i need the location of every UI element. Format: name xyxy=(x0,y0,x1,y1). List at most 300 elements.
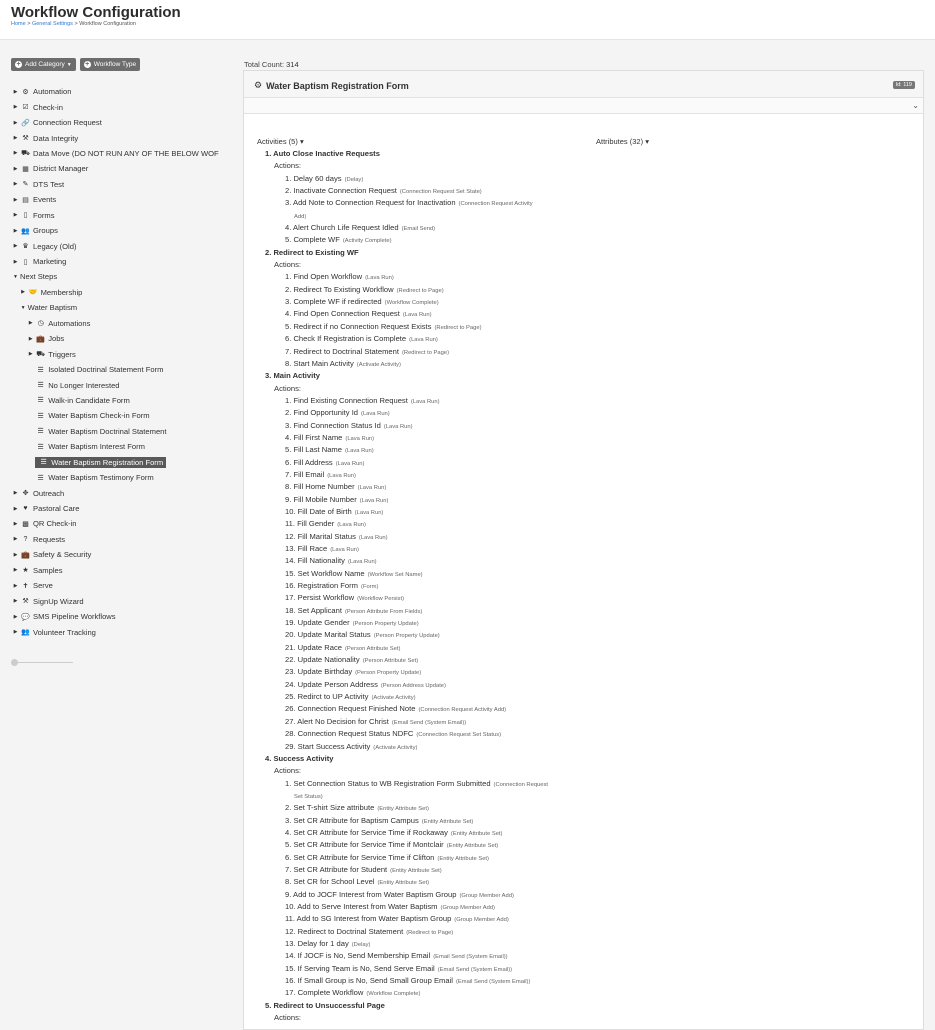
page-title: Workflow Configuration xyxy=(11,4,181,21)
action-name: 6. Fill Address xyxy=(285,457,333,467)
action-item xyxy=(265,457,595,469)
tree-item[interactable] xyxy=(11,455,236,470)
tree-item[interactable] xyxy=(11,516,236,531)
tree-item-content xyxy=(20,242,76,251)
tree-item-label: DTS Test xyxy=(33,179,65,189)
action-type: (Email Send) xyxy=(401,226,436,233)
tree-item-content xyxy=(20,581,53,590)
caret-right-icon[interactable]: ▶ xyxy=(28,351,33,358)
action-item xyxy=(265,444,595,456)
tree-item-label: Safety & Security xyxy=(33,550,92,560)
tree-item-content xyxy=(20,535,65,544)
tree-item-content xyxy=(35,427,166,436)
tree-item-content xyxy=(20,211,55,220)
caret-right-icon[interactable]: ▶ xyxy=(13,520,18,527)
list-icon: ☰ xyxy=(37,382,44,390)
caret-right-icon[interactable]: ▶ xyxy=(13,613,18,620)
action-type: (Lava Run) xyxy=(330,547,359,553)
tree-item-content xyxy=(35,319,90,328)
tree-item[interactable] xyxy=(11,238,236,253)
action-item xyxy=(265,852,595,864)
tree-item-content xyxy=(20,164,88,173)
action-type: (Lava Run) xyxy=(344,448,374,455)
qrcode-icon: ▩ xyxy=(22,520,29,528)
action-type: (Redirect to Page) xyxy=(434,324,482,331)
action-name: 29. Start Success Activity xyxy=(285,741,371,751)
action-item xyxy=(265,629,595,641)
activity-name: 1. Auto Close Inactive Requests xyxy=(265,149,380,158)
action-item xyxy=(265,876,595,888)
caret-right-icon[interactable]: ▶ xyxy=(13,551,18,558)
action-type: (Lava Run) xyxy=(337,522,366,529)
action-name: 7. Fill Email xyxy=(285,469,325,479)
caret-right-icon[interactable]: ▶ xyxy=(13,165,18,172)
caret-down-icon: ▼ xyxy=(66,61,72,68)
briefcase-icon: 💼 xyxy=(21,551,30,559)
action-type: (Connection Request Activity Add) xyxy=(418,707,507,714)
action-type: (Workflow Persist) xyxy=(357,596,404,603)
add-category-button[interactable] xyxy=(11,58,76,71)
action-name: 5. Complete WF xyxy=(285,235,340,245)
action-item xyxy=(265,234,595,246)
action-type: (Lava Run) xyxy=(383,423,413,430)
action-name: 3. Set CR Attribute for Baptism Campus xyxy=(285,815,419,825)
caret-right-icon[interactable]: ▶ xyxy=(21,289,26,296)
action-name: 2. Inactivate Connection Request xyxy=(285,186,397,196)
chevron-down-icon[interactable]: ⌄ xyxy=(912,101,919,110)
caret-right-icon[interactable]: ▶ xyxy=(13,567,18,574)
caret-right-icon[interactable]: ▶ xyxy=(13,88,18,95)
briefcase-icon: 💼 xyxy=(36,335,46,343)
sidebar-resize-slider[interactable] xyxy=(11,662,73,663)
action-item xyxy=(265,716,595,728)
action-item xyxy=(265,889,595,901)
action-item xyxy=(265,432,595,444)
tree-item[interactable] xyxy=(11,578,236,593)
workflow-type-label: Workflow Type xyxy=(93,61,137,68)
action-name: 2. Set T-shirt Size attribute xyxy=(285,803,375,813)
tree-item[interactable] xyxy=(11,223,236,238)
action-name: 14. If JOCF is No, Send Membership Email xyxy=(285,951,431,961)
action-type: (Workflow Set Name) xyxy=(367,571,423,578)
tree-item-content xyxy=(28,303,78,312)
breadcrumb-separator: > xyxy=(74,21,78,27)
action-name: 1. Find Open Workflow xyxy=(285,272,363,282)
action-type: (Connection Request Set Status) xyxy=(416,732,502,739)
tree-item-label: Water Baptism Check-in Form xyxy=(48,411,150,421)
caret-right-icon[interactable]: ▶ xyxy=(13,490,18,497)
action-item xyxy=(265,815,595,827)
action-item xyxy=(265,333,595,345)
gear-icon: ⚙ xyxy=(22,88,29,96)
tree-item[interactable] xyxy=(11,593,236,608)
action-name: 7. Set CR Attribute for Student xyxy=(285,864,388,874)
handshake-icon: 🤝 xyxy=(28,289,38,297)
actions-label: Actions: xyxy=(274,161,302,171)
tree-item-label: Water Baptism Doctrinal Statement xyxy=(48,426,167,436)
tree-item-label: Water Baptism Registration Form xyxy=(51,457,164,467)
action-name: 7. Redirect to Doctrinal Statement xyxy=(285,346,399,356)
caret-down-icon[interactable]: ▼ xyxy=(13,273,18,280)
checkbox-icon: ☑ xyxy=(22,104,29,112)
action-name: 25. Redirct to UP Activity xyxy=(285,692,369,702)
action-name: 10. Add to Serve Interest from Water Baptism xyxy=(285,901,438,911)
action-item xyxy=(265,864,595,876)
tree-item[interactable] xyxy=(11,192,236,207)
caret-right-icon[interactable]: ▶ xyxy=(13,629,18,636)
action-type: (Person Property Update) xyxy=(373,633,440,640)
tree-item[interactable] xyxy=(11,115,236,130)
action-type: (Entity Attribute Set) xyxy=(390,867,442,874)
action-item xyxy=(265,839,595,851)
caret-down-icon: ▾ xyxy=(299,137,304,146)
action-type: (Lava Run) xyxy=(335,460,365,467)
action-type: (Form) xyxy=(361,584,379,591)
action-item xyxy=(265,395,595,407)
action-type: (Lava Run) xyxy=(345,435,375,442)
tree-item-content xyxy=(20,180,64,189)
tree-item[interactable] xyxy=(11,362,236,377)
caret-right-icon[interactable]: ▶ xyxy=(13,119,18,126)
tree-item[interactable] xyxy=(11,99,236,114)
action-type: (Lava Run) xyxy=(402,312,432,319)
action-type-continued xyxy=(265,210,595,222)
caret-right-icon[interactable]: ▶ xyxy=(13,582,18,589)
tree-item-label: Marketing xyxy=(33,257,67,267)
tree-item-label: QR Check-in xyxy=(33,519,77,529)
activity-name: 3. Main Activity xyxy=(265,371,320,381)
action-name: 1. Set Connection Status to WB Registration Form Submitted xyxy=(285,778,491,788)
action-name: 6. Check If Registration is Complete xyxy=(285,334,407,344)
action-item xyxy=(265,555,595,567)
caret-right-icon[interactable]: ▶ xyxy=(13,505,18,512)
tree-item[interactable] xyxy=(11,377,236,392)
breadcrumb-current: Workflow Configuration xyxy=(79,21,136,27)
sidebar-toolbar xyxy=(11,58,236,71)
action-item xyxy=(265,938,595,950)
tree-item-label: Water Baptism Interest Form xyxy=(48,442,145,452)
panel-expander[interactable] xyxy=(244,98,923,114)
caret-right-icon[interactable]: ▶ xyxy=(13,243,18,250)
tree-item-label: SignUp Wizard xyxy=(33,596,84,606)
action-item xyxy=(265,173,595,185)
tree-item[interactable] xyxy=(11,424,236,439)
tree-item[interactable] xyxy=(11,346,236,361)
action-item xyxy=(265,642,595,654)
slider-knob[interactable] xyxy=(11,659,18,666)
action-name: 26. Connection Request Finished Note xyxy=(285,704,416,714)
action-item xyxy=(265,728,595,740)
tree-item-label: Isolated Doctrinal Statement Form xyxy=(48,365,164,375)
tree-item-content xyxy=(35,457,166,468)
activities-toggle[interactable] xyxy=(257,137,304,146)
list-icon: ☰ xyxy=(37,474,44,482)
panel-header[interactable] xyxy=(244,71,923,98)
tree-item-content xyxy=(20,257,66,266)
action-item xyxy=(265,827,595,839)
truck-icon: ⛟ xyxy=(21,149,30,157)
tree-item-label: Samples xyxy=(33,565,63,575)
tree-item-label: Check-in xyxy=(33,102,63,112)
tree-item[interactable] xyxy=(11,547,236,562)
tree-item-content xyxy=(20,134,78,143)
action-name: 8. Set CR for School Level xyxy=(285,877,375,887)
action-name: 23. Update Birthday xyxy=(285,667,353,677)
actions-label: Actions: xyxy=(274,766,302,776)
caret-right-icon[interactable]: ▶ xyxy=(13,104,18,111)
heart-icon: ♥ xyxy=(23,505,28,513)
caret-right-icon[interactable]: ▶ xyxy=(13,227,18,234)
total-count-label: Total Count: xyxy=(244,60,285,69)
tree-item[interactable] xyxy=(11,161,236,176)
tree-item[interactable] xyxy=(11,331,236,346)
id-badge: Id: 119 xyxy=(893,81,915,89)
list-icon: ☰ xyxy=(37,443,44,451)
action-name: 12. Fill Marital Status xyxy=(285,531,356,541)
attributes-toggle[interactable] xyxy=(596,137,649,146)
tree-item[interactable] xyxy=(11,269,236,284)
action-item xyxy=(265,703,595,715)
tree-item-label: Pastoral Care xyxy=(33,504,80,514)
action-item xyxy=(265,308,595,320)
caret-down-icon: ▾ xyxy=(645,137,649,146)
category-sidebar xyxy=(11,58,236,640)
comments-icon: 💬 xyxy=(21,613,30,621)
activities-list xyxy=(265,148,595,1024)
action-type: (Workflow Complete) xyxy=(366,991,421,998)
action-item xyxy=(265,975,595,987)
action-item xyxy=(265,197,595,209)
action-name: 1. Find Existing Connection Request xyxy=(285,395,408,405)
caret-down-icon[interactable]: ▼ xyxy=(20,304,26,311)
action-type: (Connection Request Activity xyxy=(458,201,533,208)
tree-item-label: No Longer Interested xyxy=(48,380,120,390)
square-icon: ▯ xyxy=(23,258,28,266)
action-type: (Email Send (System Email)) xyxy=(433,954,508,961)
action-name: 8. Start Main Activity xyxy=(285,358,354,368)
actions-label: Actions: xyxy=(274,1013,302,1023)
caret-right-icon[interactable]: ▶ xyxy=(13,150,18,157)
action-name: 11. Fill Gender xyxy=(285,519,335,529)
action-item xyxy=(265,741,595,753)
action-item xyxy=(265,518,595,530)
action-type: (Activate Activity) xyxy=(371,695,416,702)
tree-item[interactable] xyxy=(11,316,236,331)
action-type: (Lava Run) xyxy=(410,398,440,405)
breadcrumb xyxy=(11,21,136,27)
tree-item[interactable] xyxy=(11,285,236,300)
action-type: (Entity Attribute Set) xyxy=(377,806,429,813)
action-item xyxy=(265,469,595,481)
action-type: (Redirect to Page) xyxy=(396,287,444,294)
action-name: 9. Fill Mobile Number xyxy=(285,494,357,504)
tree-item-content xyxy=(35,411,149,420)
action-type: (Email Send (System Email)) xyxy=(391,719,467,726)
breadcrumb-home[interactable]: Home xyxy=(11,21,26,27)
caret-right-icon[interactable]: ▶ xyxy=(13,598,18,605)
tree-item-content xyxy=(20,489,64,498)
action-type: (Entity Attribute Set) xyxy=(421,818,474,825)
action-name: 8. Fill Home Number xyxy=(285,482,355,492)
panel-title-text: Water Baptism Registration Form xyxy=(266,80,409,91)
tree-item-label: Triggers xyxy=(48,349,76,359)
category-tree xyxy=(11,84,236,640)
tree-item[interactable] xyxy=(11,177,236,192)
action-type: (Connection Request xyxy=(493,781,549,788)
tree-item-label: Next Steps xyxy=(20,272,58,282)
action-item xyxy=(265,222,595,234)
action-item xyxy=(265,358,595,370)
tree-item-label: Forms xyxy=(33,210,55,220)
action-type: (Lava Run) xyxy=(327,472,356,479)
tree-item-content xyxy=(20,272,57,281)
action-item xyxy=(265,963,595,975)
action-item xyxy=(265,271,595,283)
tree-item-label: Data Move (DO NOT RUN ANY OF THE BELOW WOF xyxy=(33,148,219,158)
action-type: (Person Attribute From Fields) xyxy=(345,608,423,615)
action-item xyxy=(265,543,595,555)
action-type: (Connection Request Set State) xyxy=(399,189,482,196)
bus-icon: ⛟ xyxy=(36,350,46,358)
workflow-type-button[interactable] xyxy=(80,58,140,71)
action-name: 16. If Small Group is No, Send Small Group Email xyxy=(285,976,453,986)
action-name: 28. Connection Request Status NDFC xyxy=(285,729,414,739)
tree-item-content xyxy=(35,442,145,451)
action-type: (Person Attribute Set) xyxy=(362,658,419,665)
list-icon: ☰ xyxy=(37,428,44,436)
action-type: (Group Member Add) xyxy=(440,904,495,911)
action-name: 15. Set Workflow Name xyxy=(285,568,365,578)
action-type: (Group Member Add) xyxy=(459,892,514,899)
action-name: 5. Redirect if no Connection Request Exists xyxy=(285,321,432,331)
action-type: Add) xyxy=(294,213,307,220)
action-name: 6. Set CR Attribute for Service Time if Clifton xyxy=(285,852,435,862)
caret-right-icon[interactable]: ▶ xyxy=(13,536,18,543)
caret-right-icon[interactable]: ▶ xyxy=(28,335,33,342)
tree-item-content xyxy=(35,350,76,359)
action-name: 20. Update Marital Status xyxy=(285,630,371,640)
action-name: 3. Find Connection Status Id xyxy=(285,420,381,430)
link-icon: 🔗 xyxy=(21,119,30,127)
tree-item-label: Automation xyxy=(33,87,72,97)
caret-right-icon[interactable]: ▶ xyxy=(13,135,18,142)
action-type: (Redirect to Page) xyxy=(406,929,454,936)
tree-item[interactable] xyxy=(11,532,236,547)
breadcrumb-general-settings[interactable]: General Settings xyxy=(31,21,73,27)
tree-item-content xyxy=(20,566,63,575)
caret-right-icon[interactable]: ▶ xyxy=(13,258,18,265)
tree-item-content xyxy=(20,628,96,637)
action-type: (Entity Attribute Set) xyxy=(446,843,499,850)
cross-icon: ✝ xyxy=(22,582,29,590)
tree-item-content xyxy=(20,87,71,96)
tree-item-label: Jobs xyxy=(48,334,65,344)
tree-item-content xyxy=(20,195,56,204)
tree-item[interactable] xyxy=(11,393,236,408)
tree-item[interactable] xyxy=(11,208,236,223)
tree-item-label: SMS Pipeline Workflows xyxy=(33,612,116,622)
caret-right-icon[interactable]: ▶ xyxy=(13,212,18,219)
action-type: (Person Address Update) xyxy=(380,682,446,689)
tree-item-content xyxy=(35,334,64,343)
tree-item-label: Water Baptism xyxy=(27,303,78,313)
tree-item[interactable] xyxy=(11,485,236,500)
action-name: 12. Redirect to Doctrinal Statement xyxy=(285,926,404,936)
action-type: (Lava Run) xyxy=(358,534,388,541)
tree-item[interactable] xyxy=(11,563,236,578)
action-item xyxy=(265,802,595,814)
caret-right-icon[interactable]: ▶ xyxy=(13,196,18,203)
calendar-icon: ▤ xyxy=(22,196,29,204)
tree-item-content xyxy=(20,149,219,158)
cogs-icon: ⚙ xyxy=(254,80,263,90)
activities-label: Activities (5) xyxy=(257,137,298,146)
question-icon: ? xyxy=(23,535,28,543)
tree-item[interactable] xyxy=(11,300,236,315)
action-type: (Group Member Add) xyxy=(454,917,509,924)
caret-right-icon[interactable]: ▶ xyxy=(13,181,18,188)
tree-item[interactable] xyxy=(11,439,236,454)
breadcrumb-separator: > xyxy=(27,21,31,27)
tree-item[interactable] xyxy=(11,254,236,269)
action-name: 19. Update Gender xyxy=(285,618,350,628)
action-name: 14. Fill Nationality xyxy=(285,556,345,566)
action-type: (Activate Activity) xyxy=(373,744,418,751)
action-item xyxy=(265,605,595,617)
tree-item-label: Legacy (Old) xyxy=(33,241,77,251)
caret-right-icon[interactable]: ▶ xyxy=(28,320,33,327)
activity-name: 5. Redirect to Unsuccessful Page xyxy=(265,1000,385,1010)
action-name: 4. Set CR Attribute for Service Time if Rockaway xyxy=(285,827,448,837)
tree-item[interactable] xyxy=(11,84,236,99)
page-header xyxy=(0,0,935,40)
tree-item[interactable] xyxy=(11,470,236,485)
action-name: 4. Alert Church Life Request Idled xyxy=(285,223,399,233)
activity-name: 4. Success Activity xyxy=(265,753,334,763)
action-item xyxy=(265,506,595,518)
wrench-icon: ⚒ xyxy=(22,135,29,143)
tree-item[interactable] xyxy=(11,501,236,516)
action-name: 21. Update Race xyxy=(285,642,342,652)
tree-item[interactable] xyxy=(11,624,236,639)
tree-item[interactable] xyxy=(11,609,236,624)
action-type: (Person Attribute Set) xyxy=(345,645,401,652)
tree-item-label: Membership xyxy=(40,287,83,297)
action-type: (Lava Run) xyxy=(409,337,438,344)
action-name: 27. Alert No Decision for Christ xyxy=(285,716,389,726)
tree-item-content xyxy=(20,226,58,235)
action-item xyxy=(265,185,595,197)
action-type: Set Status) xyxy=(294,793,323,800)
action-name: 4. Find Open Connection Request xyxy=(285,309,400,319)
tree-item-label: Volunteer Tracking xyxy=(33,627,96,637)
action-item xyxy=(265,679,595,691)
action-name: 11. Add to SG Interest from Water Baptism Group xyxy=(285,914,452,924)
tree-item[interactable] xyxy=(11,408,236,423)
tree-item-label: Serve xyxy=(33,581,53,591)
action-item xyxy=(265,407,595,419)
list-icon: ☰ xyxy=(37,397,44,405)
action-item xyxy=(265,654,595,666)
action-type: (Delay) xyxy=(351,942,371,948)
users-icon: 👥 xyxy=(21,227,30,235)
tree-item[interactable] xyxy=(11,146,236,161)
action-type: (Redirect to Page) xyxy=(401,349,450,356)
tree-item[interactable] xyxy=(11,130,236,145)
tree-item-content xyxy=(35,381,119,390)
tree-item-content xyxy=(20,597,84,606)
action-name: 2. Find Opportunity Id xyxy=(285,408,359,418)
